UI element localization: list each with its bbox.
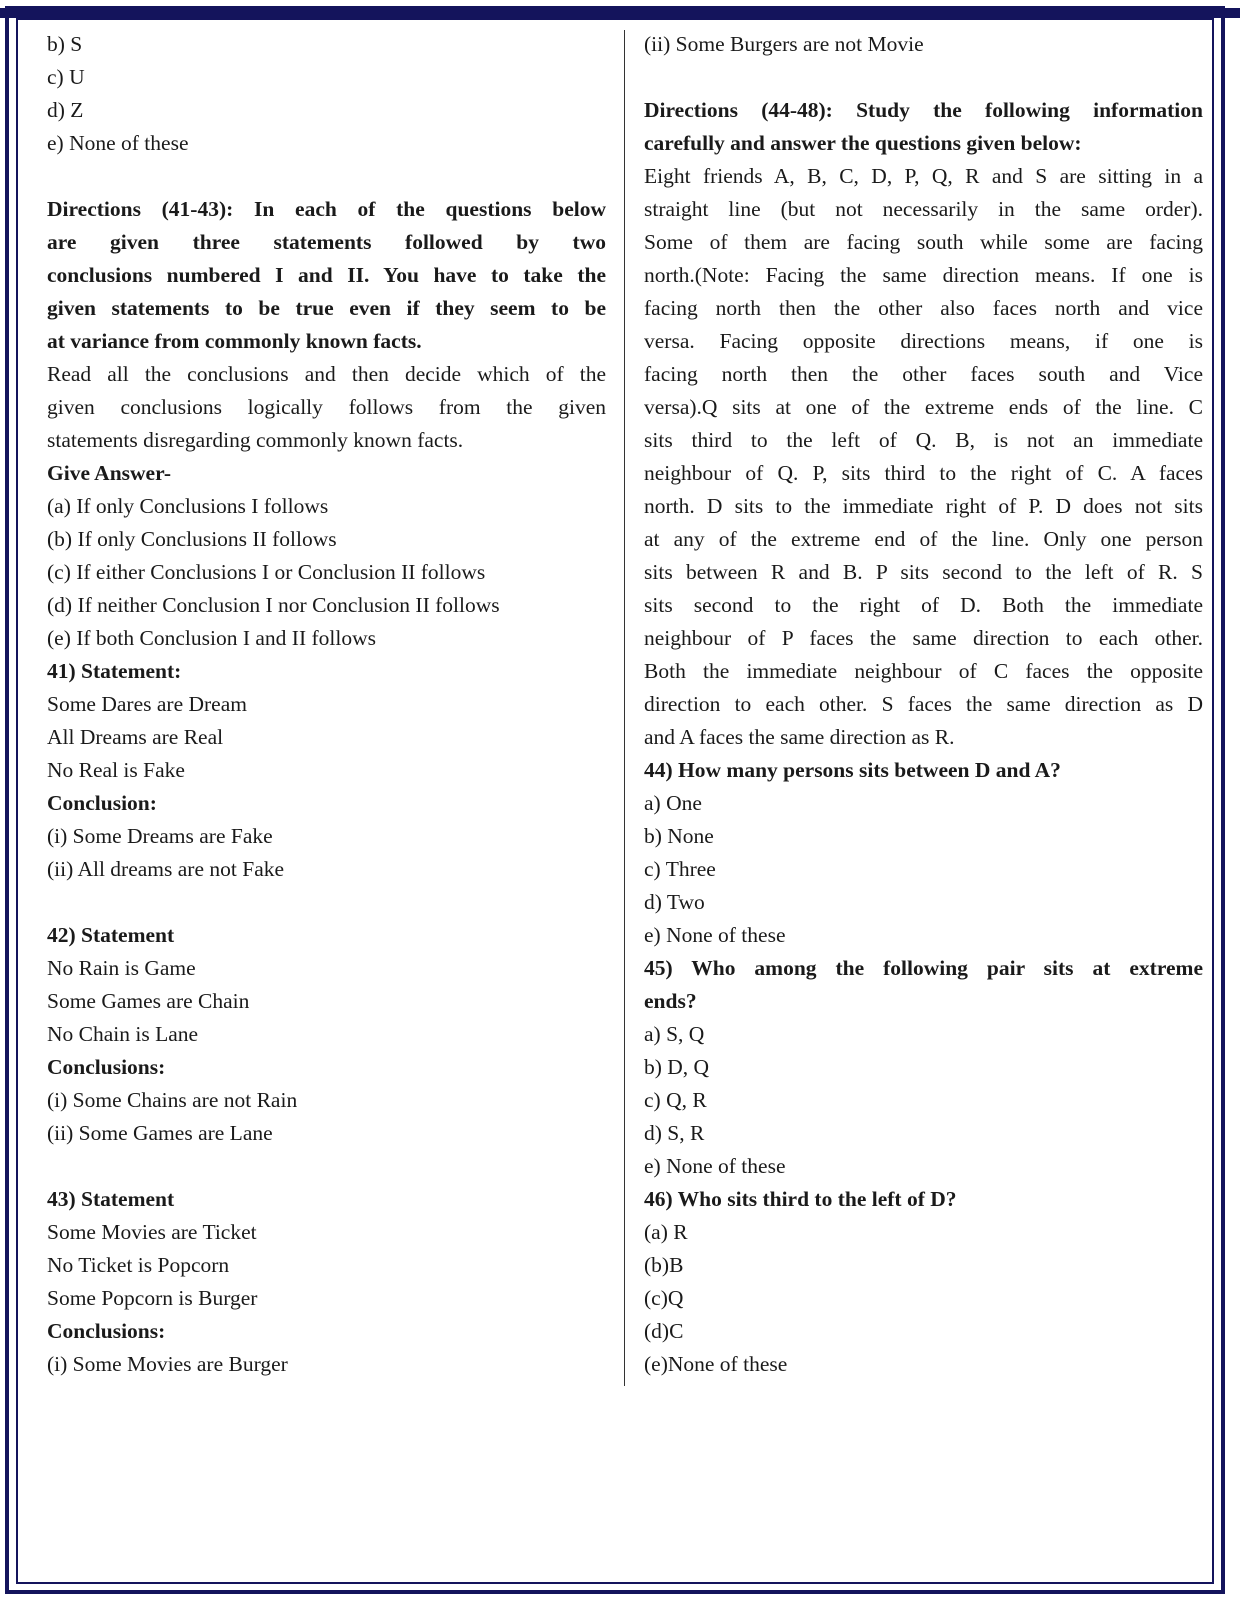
option-line: b) None (644, 824, 714, 848)
option-line: a) One (644, 791, 702, 815)
directions-text: Read all the conclusions and then decide which of the (47, 362, 606, 386)
conclusion-line: (ii) Some Burgers are not Movie (644, 32, 924, 56)
conclusion-line: (i) Some Movies are Burger (47, 1352, 288, 1376)
spacer (644, 61, 1203, 94)
statement-line: Some Games are Chain (47, 989, 250, 1013)
passage-line: neighbour of P faces the same direction to each other. (644, 626, 1203, 650)
passage-line: versa. Facing opposite directions means, if one is (644, 329, 1203, 353)
passage-line: facing north then the other also faces north and vice (644, 296, 1203, 320)
directions-heading: given statements to be true even if they seem to be (47, 296, 606, 320)
conclusion-line: (ii) All dreams are not Fake (47, 857, 285, 881)
conclusion-line: (ii) Some Games are Lane (47, 1121, 273, 1145)
passage-line: sits third to the left of Q. B, is not an immediate (644, 428, 1203, 452)
statement-line: No Real is Fake (47, 758, 185, 782)
option-line: e) None of these (644, 1154, 786, 1178)
answer-option: (a) If only Conclusions I follows (47, 494, 329, 518)
statement-line: All Dreams are Real (47, 725, 224, 749)
passage-line: versa).Q sits at one of the extreme ends of the line. C (644, 395, 1203, 419)
option-line: d) S, R (644, 1121, 705, 1145)
q42-heading: 42) Statement (47, 923, 175, 947)
conclusion-line: (i) Some Dreams are Fake (47, 824, 273, 848)
option-line: (a) R (644, 1220, 688, 1244)
directions-heading: Directions (44-48): Study the following information (644, 98, 1203, 122)
q45-question: 45) Who among the following pair sits at extreme (644, 956, 1203, 980)
option-line: c) Three (644, 857, 716, 881)
passage-line: straight line (but not necessarily in the same order). (644, 197, 1203, 221)
option-line: (b)B (644, 1253, 684, 1277)
directions-heading: at variance from commonly known facts. (47, 329, 422, 353)
passage-line: north. D sits to the immediate right of P. D does not sits (644, 494, 1203, 518)
column-divider (624, 30, 625, 1386)
option-line: b) D, Q (644, 1055, 710, 1079)
answer-option: (c) If either Conclusions I or Conclusion II follows (47, 560, 486, 584)
statement-line: Some Popcorn is Burger (47, 1286, 258, 1310)
directions-heading: carefully and answer the questions given below: (644, 131, 1082, 155)
passage-line: Eight friends A, B, C, D, P, Q, R and S are sitting in a (644, 164, 1203, 188)
spacer (47, 886, 606, 919)
option-line: c) U (47, 65, 85, 89)
q44-question: 44) How many persons sits between D and A? (644, 758, 1061, 782)
option-line: (d)C (644, 1319, 684, 1343)
option-line: d) Z (47, 98, 84, 122)
q41-heading: 41) Statement: (47, 659, 182, 683)
option-line: (e)None of these (644, 1352, 788, 1376)
statement-line: No Rain is Game (47, 956, 196, 980)
passage-line: at any of the extreme end of the line. Only one person (644, 527, 1203, 551)
spacer (47, 1150, 606, 1183)
directions-text: given conclusions logically follows from the given (47, 395, 606, 419)
passage-line: facing north then the other faces south and Vice (644, 362, 1203, 386)
right-column (644, 28, 1203, 1381)
passage-line: sits second to the right of D. Both the immediate (644, 593, 1203, 617)
directions-text: statements disregarding commonly known facts. (47, 428, 464, 452)
passage-line: Both the immediate neighbour of C faces the opposite (644, 659, 1203, 683)
answer-option: (b) If only Conclusions II follows (47, 527, 337, 551)
page-top-bar (0, 8, 1240, 18)
directions-heading: Directions (41-43): In each of the questions below (47, 197, 606, 221)
option-line: e) None of these (47, 131, 189, 155)
directions-heading: are given three statements followed by two (47, 230, 606, 254)
passage-line: and A faces the same direction as R. (644, 725, 955, 749)
conclusion-heading: Conclusions: (47, 1319, 166, 1343)
statement-line: Some Movies are Ticket (47, 1220, 257, 1244)
spacer (47, 160, 606, 193)
option-line: c) Q, R (644, 1088, 707, 1112)
give-answer-label: Give Answer- (47, 461, 172, 485)
option-line: d) Two (644, 890, 705, 914)
option-line: b) S (47, 32, 83, 56)
answer-option: (d) If neither Conclusion I nor Conclusion II follows (47, 593, 500, 617)
q43-heading: 43) Statement (47, 1187, 175, 1211)
q46-question: 46) Who sits third to the left of D? (644, 1187, 957, 1211)
conclusion-line: (i) Some Chains are not Rain (47, 1088, 298, 1112)
passage-line: Some of them are facing south while some are facing (644, 230, 1203, 254)
option-line: (c)Q (644, 1286, 684, 1310)
option-line: e) None of these (644, 923, 786, 947)
statement-line: No Chain is Lane (47, 1022, 199, 1046)
passage-line: sits between R and B. P sits second to the left of R. S (644, 560, 1203, 584)
left-column (47, 28, 606, 1381)
statement-line: No Ticket is Popcorn (47, 1253, 230, 1277)
passage-line: neighbour of Q. P, sits third to the right of C. A faces (644, 461, 1203, 485)
statement-line: Some Dares are Dream (47, 692, 247, 716)
passage-line: direction to each other. S faces the same direction as D (644, 692, 1203, 716)
conclusion-heading: Conclusions: (47, 1055, 166, 1079)
directions-heading: conclusions numbered I and II. You have to take the (47, 263, 606, 287)
conclusion-heading: Conclusion: (47, 791, 157, 815)
option-line: a) S, Q (644, 1022, 705, 1046)
passage-line: north.(Note: Facing the same direction means. If one is (644, 263, 1203, 287)
q45-question: ends? (644, 989, 697, 1013)
answer-option: (e) If both Conclusion I and II follows (47, 626, 376, 650)
